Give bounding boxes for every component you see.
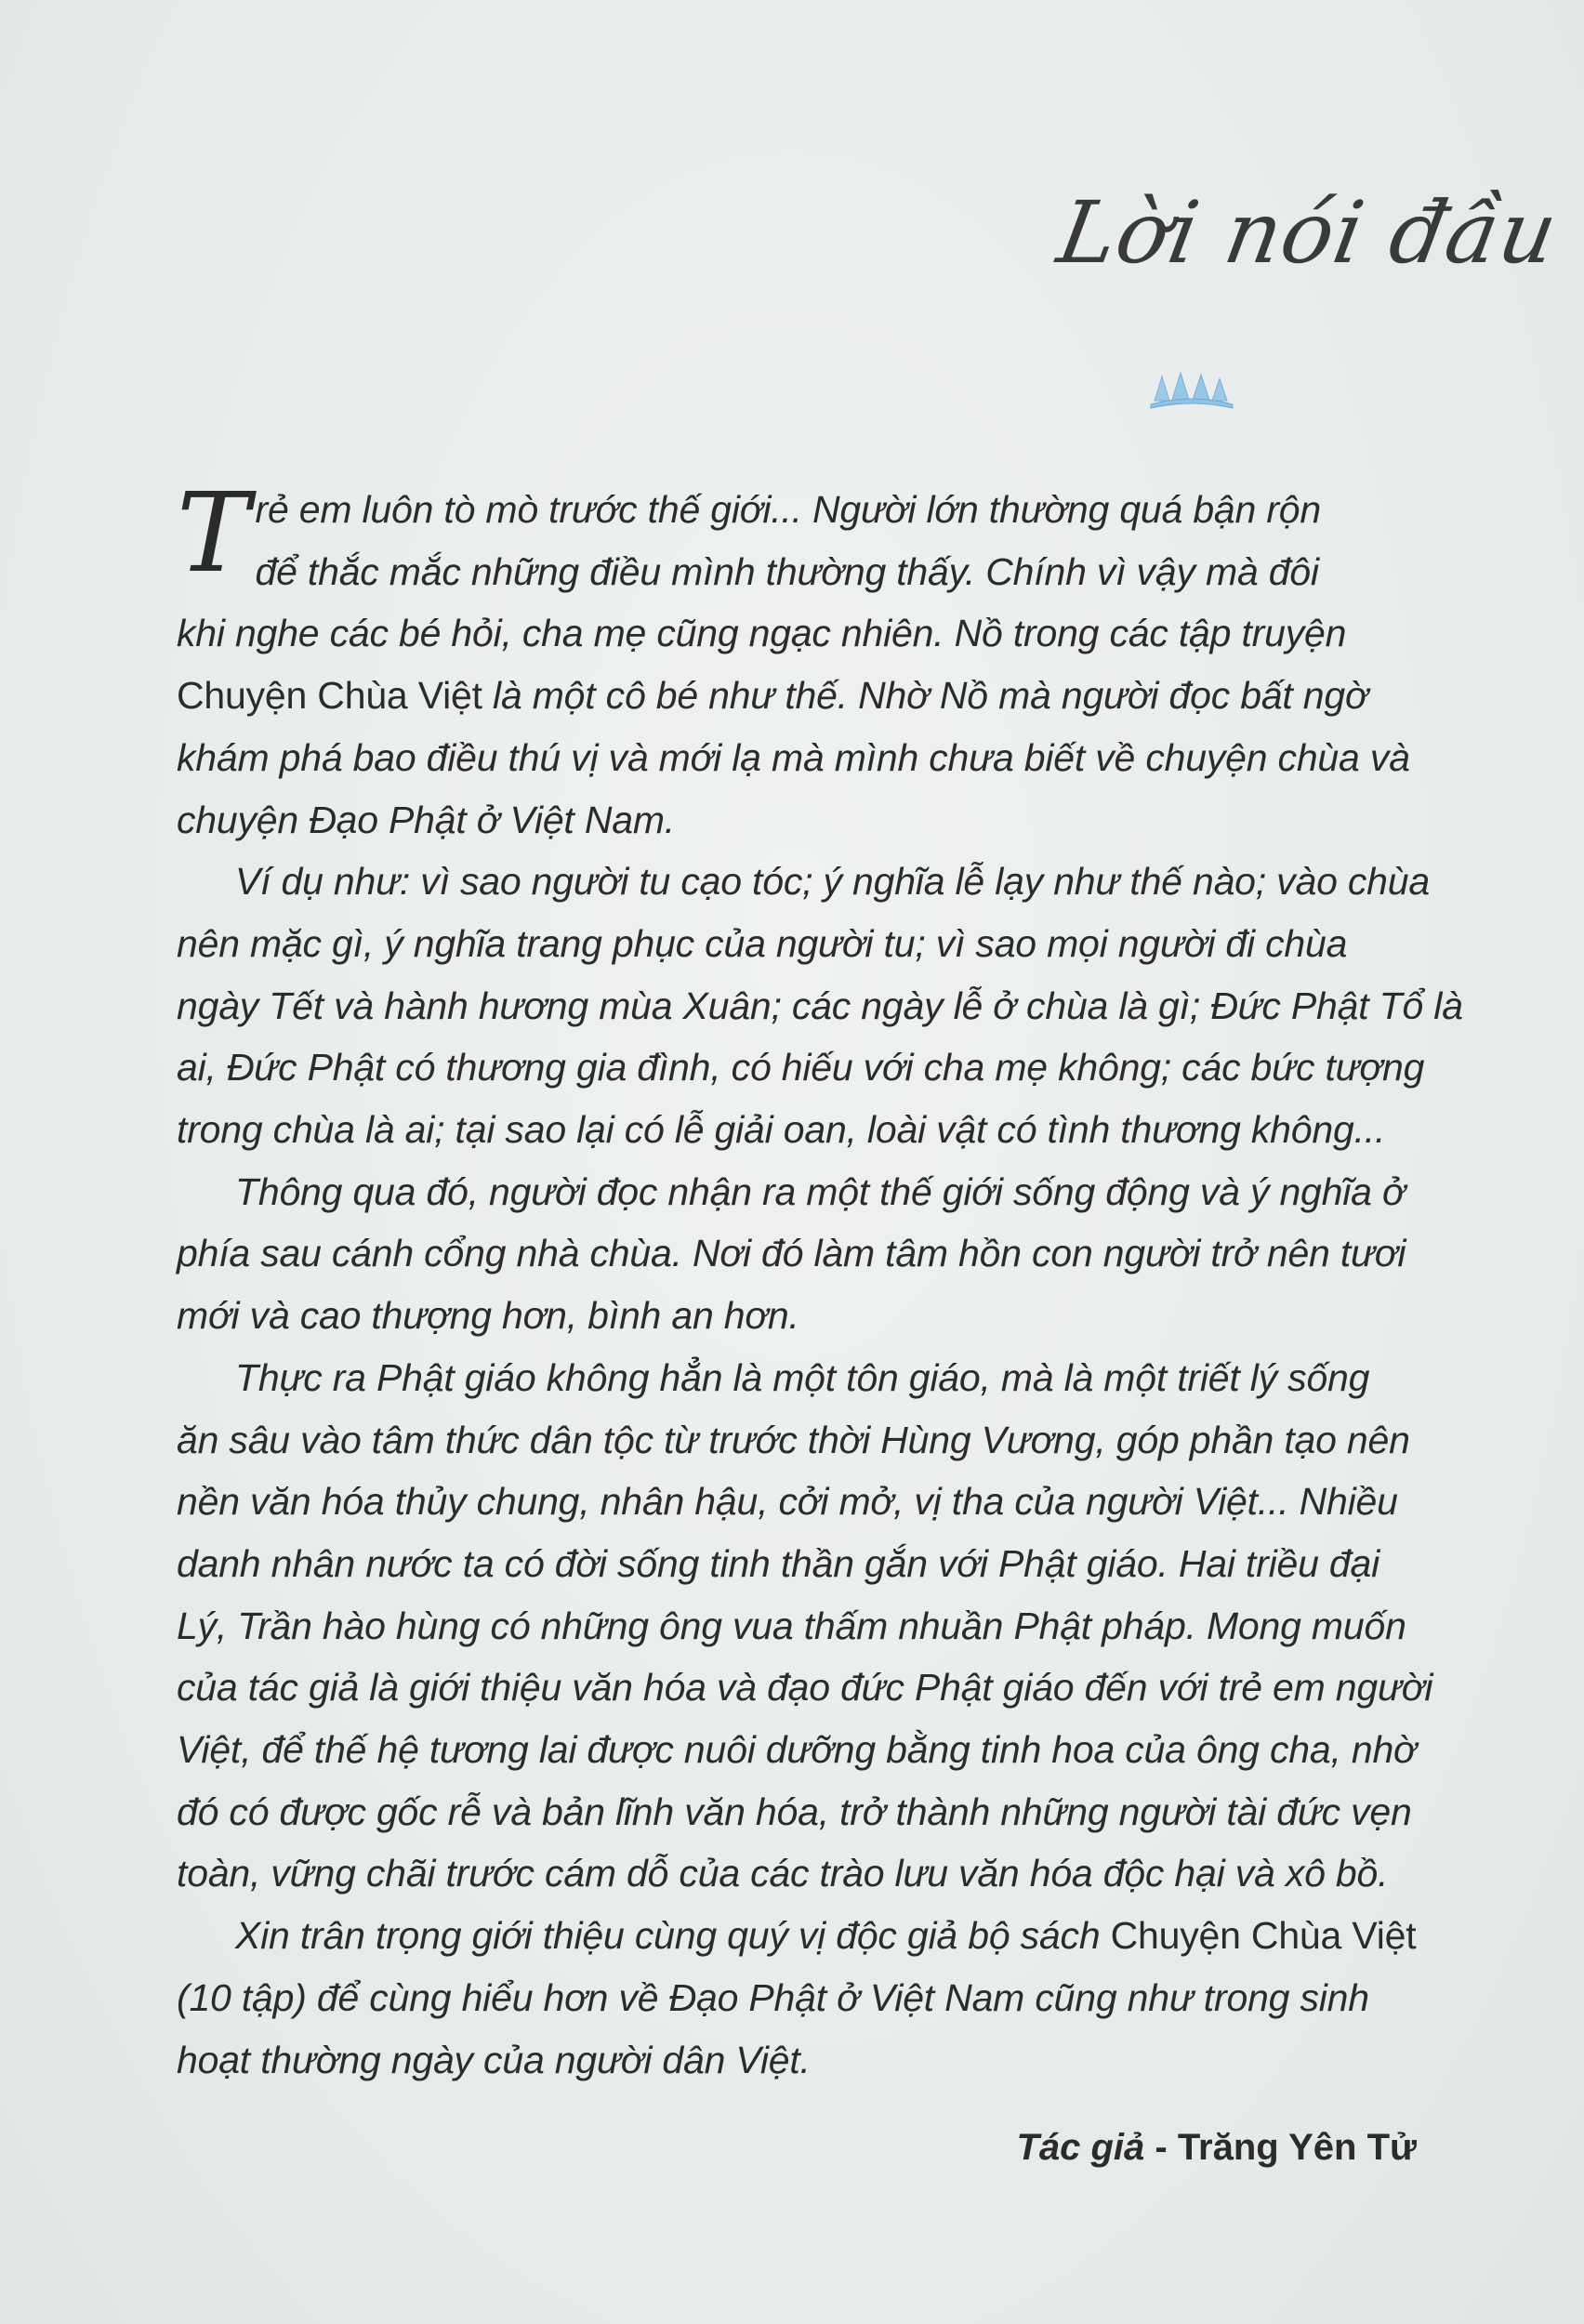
text-line: khi nghe các bé hỏi, cha mẹ cũng ngạc nhiên. Nồ trong các tập truyện (177, 612, 1347, 655)
text-line: đó có được gốc rễ và bản lĩnh văn hóa, trở thành những người tài đức vẹn (177, 1789, 1412, 1833)
text-line: rẻ em luôn tò mò trước thế giới... Người lớn thường quá bận rộn (255, 488, 1321, 531)
author-role: Tác giả (1016, 2127, 1145, 2168)
text-line: trong chùa là ai; tại sao lại có lễ giải oan, loài vật có tình thương không... (177, 1108, 1386, 1152)
text-line: chuyện Đạo Phật ở Việt Nam. (177, 798, 675, 841)
text-line: Thực ra Phật giáo không hẳn là một tôn giáo, mà là một triết lý sống (235, 1355, 1370, 1399)
text-line: Lý, Trần hào hùng có những ông vua thấm nhuần Phật pháp. Mong muốn (177, 1604, 1406, 1647)
text-line (177, 1905, 1418, 1967)
text-line: phía sau cánh cổng nhà chùa. Nơi đó làm tâm hồn con người trở nên tươi (177, 1232, 1406, 1275)
book-title: Chuyện Chùa Việt (177, 674, 482, 718)
text-fragment: là một cô bé như thế. Nhờ Nồ mà người đọc bất ngờ (482, 674, 1368, 718)
text-line: (10 tập) để cùng hiểu hơn về Đạo Phật ở Việt Nam cũng như trong sinh (177, 1975, 1369, 2019)
paragraph-3 (177, 1161, 1418, 1347)
text-line: ngày Tết và hành hương mùa Xuân; các ngày lễ ở chùa là gì; Đức Phật Tổ là (177, 984, 1463, 1027)
text-line: Ví dụ như: vì sao người tu cạo tóc; ý nghĩa lễ lạy như thế nào; vào chùa (235, 860, 1430, 904)
text-line: mới và cao thượng hơn, bình an hơn. (177, 1294, 799, 1338)
book-title: Chuyện Chùa Việt (1110, 1914, 1417, 1958)
text-line (177, 665, 1418, 727)
paragraph-2 (177, 851, 1463, 1161)
drop-cap: T (177, 469, 250, 597)
text-line: nền văn hóa thủy chung, nhân hậu, cởi mở, vị tha của người Việt... Nhiều (177, 1480, 1398, 1524)
text-line: ăn sâu vào tâm thức dân tộc từ trước thời Hùng Vương, góp phần tạo nên (177, 1418, 1410, 1461)
author-name: Trăng Yên Tử (1177, 2127, 1417, 2168)
text-line: ai, Đức Phật có thương gia đình, có hiếu với cha mẹ không; các bức tượng (177, 1046, 1425, 1089)
text-line: khám phá bao điều thú vị và mới lạ mà mình chưa biết về chuyện chùa và (177, 735, 1410, 779)
paragraph-4 (177, 1347, 1433, 1905)
text-line: danh nhân nước ta có đời sống tinh thần gắn với Phật giáo. Hai triều đại (177, 1541, 1379, 1585)
text-fragment: Xin trân trọng giới thiệu cùng quý vị độc giả bộ sách (235, 1914, 1111, 1958)
signature-separator: - (1144, 2127, 1178, 2168)
text-line: của tác giả là giới thiệu văn hóa và đạo đức Phật giáo đến với trẻ em người (177, 1666, 1433, 1710)
author-signature (1016, 2127, 1417, 2169)
text-line: để thắc mắc những điều mình thường thấy. Chính vì vậy mà đôi (255, 549, 1319, 593)
text-line: nên mặc gì, ý nghĩa trang phục của người tu; vì sao mọi người đi chùa (177, 921, 1348, 965)
lotus-ornament-icon (1145, 365, 1238, 412)
preface-body (177, 469, 1463, 2091)
paragraph-5 (177, 1905, 1418, 2091)
text-line: Thông qua đó, người đọc nhận ra một thế giới sống động và ý nghĩa ở (235, 1169, 1406, 1213)
page-title: Lời nói đầu (1050, 183, 1565, 283)
text-line: Việt, để thế hệ tương lai được nuôi dưỡng bằng tinh hoa của ông cha, nhờ (177, 1728, 1417, 1772)
text-line: toàn, vững chãi trước cám dỗ của các trào lưu văn hóa độc hại và xô bồ. (177, 1852, 1389, 1895)
text-line: hoạt thường ngày của người dân Việt. (177, 2038, 811, 2081)
paragraph-1 (177, 469, 1418, 851)
